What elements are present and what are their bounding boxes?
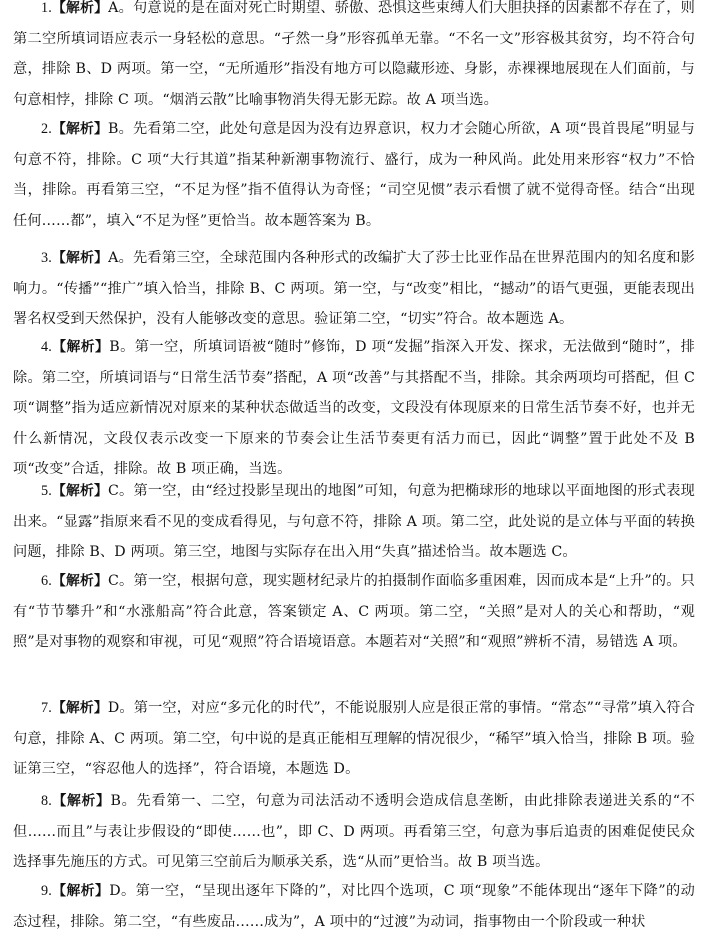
- item-number: 2.: [41, 121, 52, 137]
- item-number: 6.: [41, 573, 52, 589]
- item-text: B。第一空，所填词语被“随时”修饰，D 项“发掘”指深入开发、探求，无法做到“随时”，排除。第二空，所填词语与“日常生活节奏”搭配，A 项“改善”与其搭配不当，排除。其余两项均可搭配，但 C 项“调整”指为适应新情况对原来的某种状态做适当的改变，文段没有体现原来的日常生活节奏不好，也并无什么新情况，文段仅表示改变一下原来的节奏会让生活节奏更有活力而已，因此“调整”置于此处不及 B 项“改变”合适，排除。故 B 项正确，当选。: [13, 339, 695, 478]
- item-text: C。第一空，由“经过投影呈现出的地图”可知，句意为把椭球形的地球以平面地图的形式表现出来。“显露”指原来看不见的变成看得见，与句意不符，排除 A 项。第二空，此处说的是立体与平面的转换问题，排除 B、D 两项。第三空，地图与实际存在出入用“失真”描述恰当。故本题选 C。: [13, 483, 695, 561]
- item-text: A。句意说的是在面对死亡时期望、骄傲、恐惧这些束缚人们大胆抉择的因素都不存在了，则第二空所填词语应表示一身轻松的意思。“孑然一身”形容孤单无靠。“不名一文”形容极其贫穷，均不符合句意，排除 B、D 两项。第一空，“无所遁形”指没有地方可以隐藏形迹、身影，赤裸裸地展现在人们面前，与句意相悖，排除 C 项。“烟消云散”比喻事物消失得无影无踪。故 A 项当选。: [13, 0, 695, 108]
- explanation-item-8: [13, 786, 695, 878]
- item-number: 5.: [41, 483, 52, 499]
- item-number: 8.: [41, 793, 52, 809]
- analysis-tag: 【解析】: [51, 121, 108, 137]
- item-number: 4.: [41, 339, 52, 355]
- item-number: 1.: [41, 0, 52, 16]
- analysis-tag: 【解析】: [51, 793, 111, 809]
- explanation-item-9: [13, 876, 695, 937]
- item-number: 7.: [41, 700, 52, 716]
- item-number: 9.: [41, 883, 52, 899]
- explanation-item-1: [13, 0, 695, 115]
- analysis-tag: 【解析】: [51, 339, 110, 355]
- explanation-item-3: [13, 243, 695, 335]
- item-text: C。第一空，根据句意，现实题材纪录片的拍摄制作面临多重困难，因而成本是“上升”的。只有“节节攀升”和“水涨船高”符合此意，答案锁定 A、C 两项。第二空，“关照”是对人的关心和帮助，“观照”是对事物的观察和审视，可见“观照”符合语境语意。本题若对“关照”和“观照”辨析不清，易错选 A 项。: [13, 573, 695, 651]
- item-text: A。先看第三空，全球范围内各种形式的改编扩大了莎士比亚作品在世界范围内的知名度和影响力。“传播”“推广”填入恰当，排除 B、C 两项。第一空，与“改变”相比，“撼动”的语气更强，更能表现出署名权受到天然保护，没有人能够改变的意思。验证第二空，“切实”符合。故本题选 A。: [13, 250, 695, 328]
- item-number: 3.: [41, 250, 52, 266]
- item-text: D。第一空，“呈现出逐年下降的”，对比四个选项，C 项“现象”不能体现出“逐年下降”的动态过程，排除。第二空，“有些废品……成为”，A 项中的“过渡”为动词，指事物由一个阶段或一种状: [13, 883, 695, 930]
- analysis-tag: 【解析】: [51, 573, 108, 589]
- analysis-tag: 【解析】: [51, 483, 108, 499]
- analysis-tag: 【解析】: [51, 700, 108, 716]
- item-text: D。第一空，对应“多元化的时代”，不能说服别人应是很正常的事情。“常态”“寻常”填入符合句意，排除 A、C 两项。第二空，句中说的是真正能相互理解的情况很少，“稀罕”填入恰当，排除 B 项。验证第三空，“容忍他人的选择”，符合语境，本题选 D。: [13, 700, 695, 778]
- analysis-tag: 【解析】: [51, 0, 109, 16]
- explanation-item-6: [13, 566, 695, 658]
- explanation-item-7: [13, 693, 695, 785]
- item-text: B。先看第二空，此处句意是因为没有边界意识，权力才会随心所欲，A 项“畏首畏尾”明显与句意不符，排除。C 项“大行其道”指某种新潮事物流行、盛行，成为一种风尚。此处用来形容“权力”不恰当，排除。再看第三空，“不足为怪”指不值得认为奇怪；“司空见惯”表示看惯了就不觉得奇怪。结合“出现任何……都”，填入“不足为怪”更恰当。故本题答案为 B。: [13, 121, 696, 229]
- explanation-item-4: [13, 332, 695, 485]
- explanation-item-2: [13, 114, 695, 236]
- item-text: B。先看第一、二空，句意为司法活动不透明会造成信息垄断，由此排除表递进关系的“不但……而且”与表让步假设的“即使……也”，即 C、D 两项。再看第三空，句意为事后追责的困难促使民众选择事先施压的方式。可见第三空前后为顺承关系，选“从而”更恰当。故 B 项当选。: [13, 793, 695, 871]
- analysis-tag: 【解析】: [51, 250, 109, 266]
- analysis-tag: 【解析】: [51, 883, 110, 899]
- explanation-item-5: [13, 476, 695, 568]
